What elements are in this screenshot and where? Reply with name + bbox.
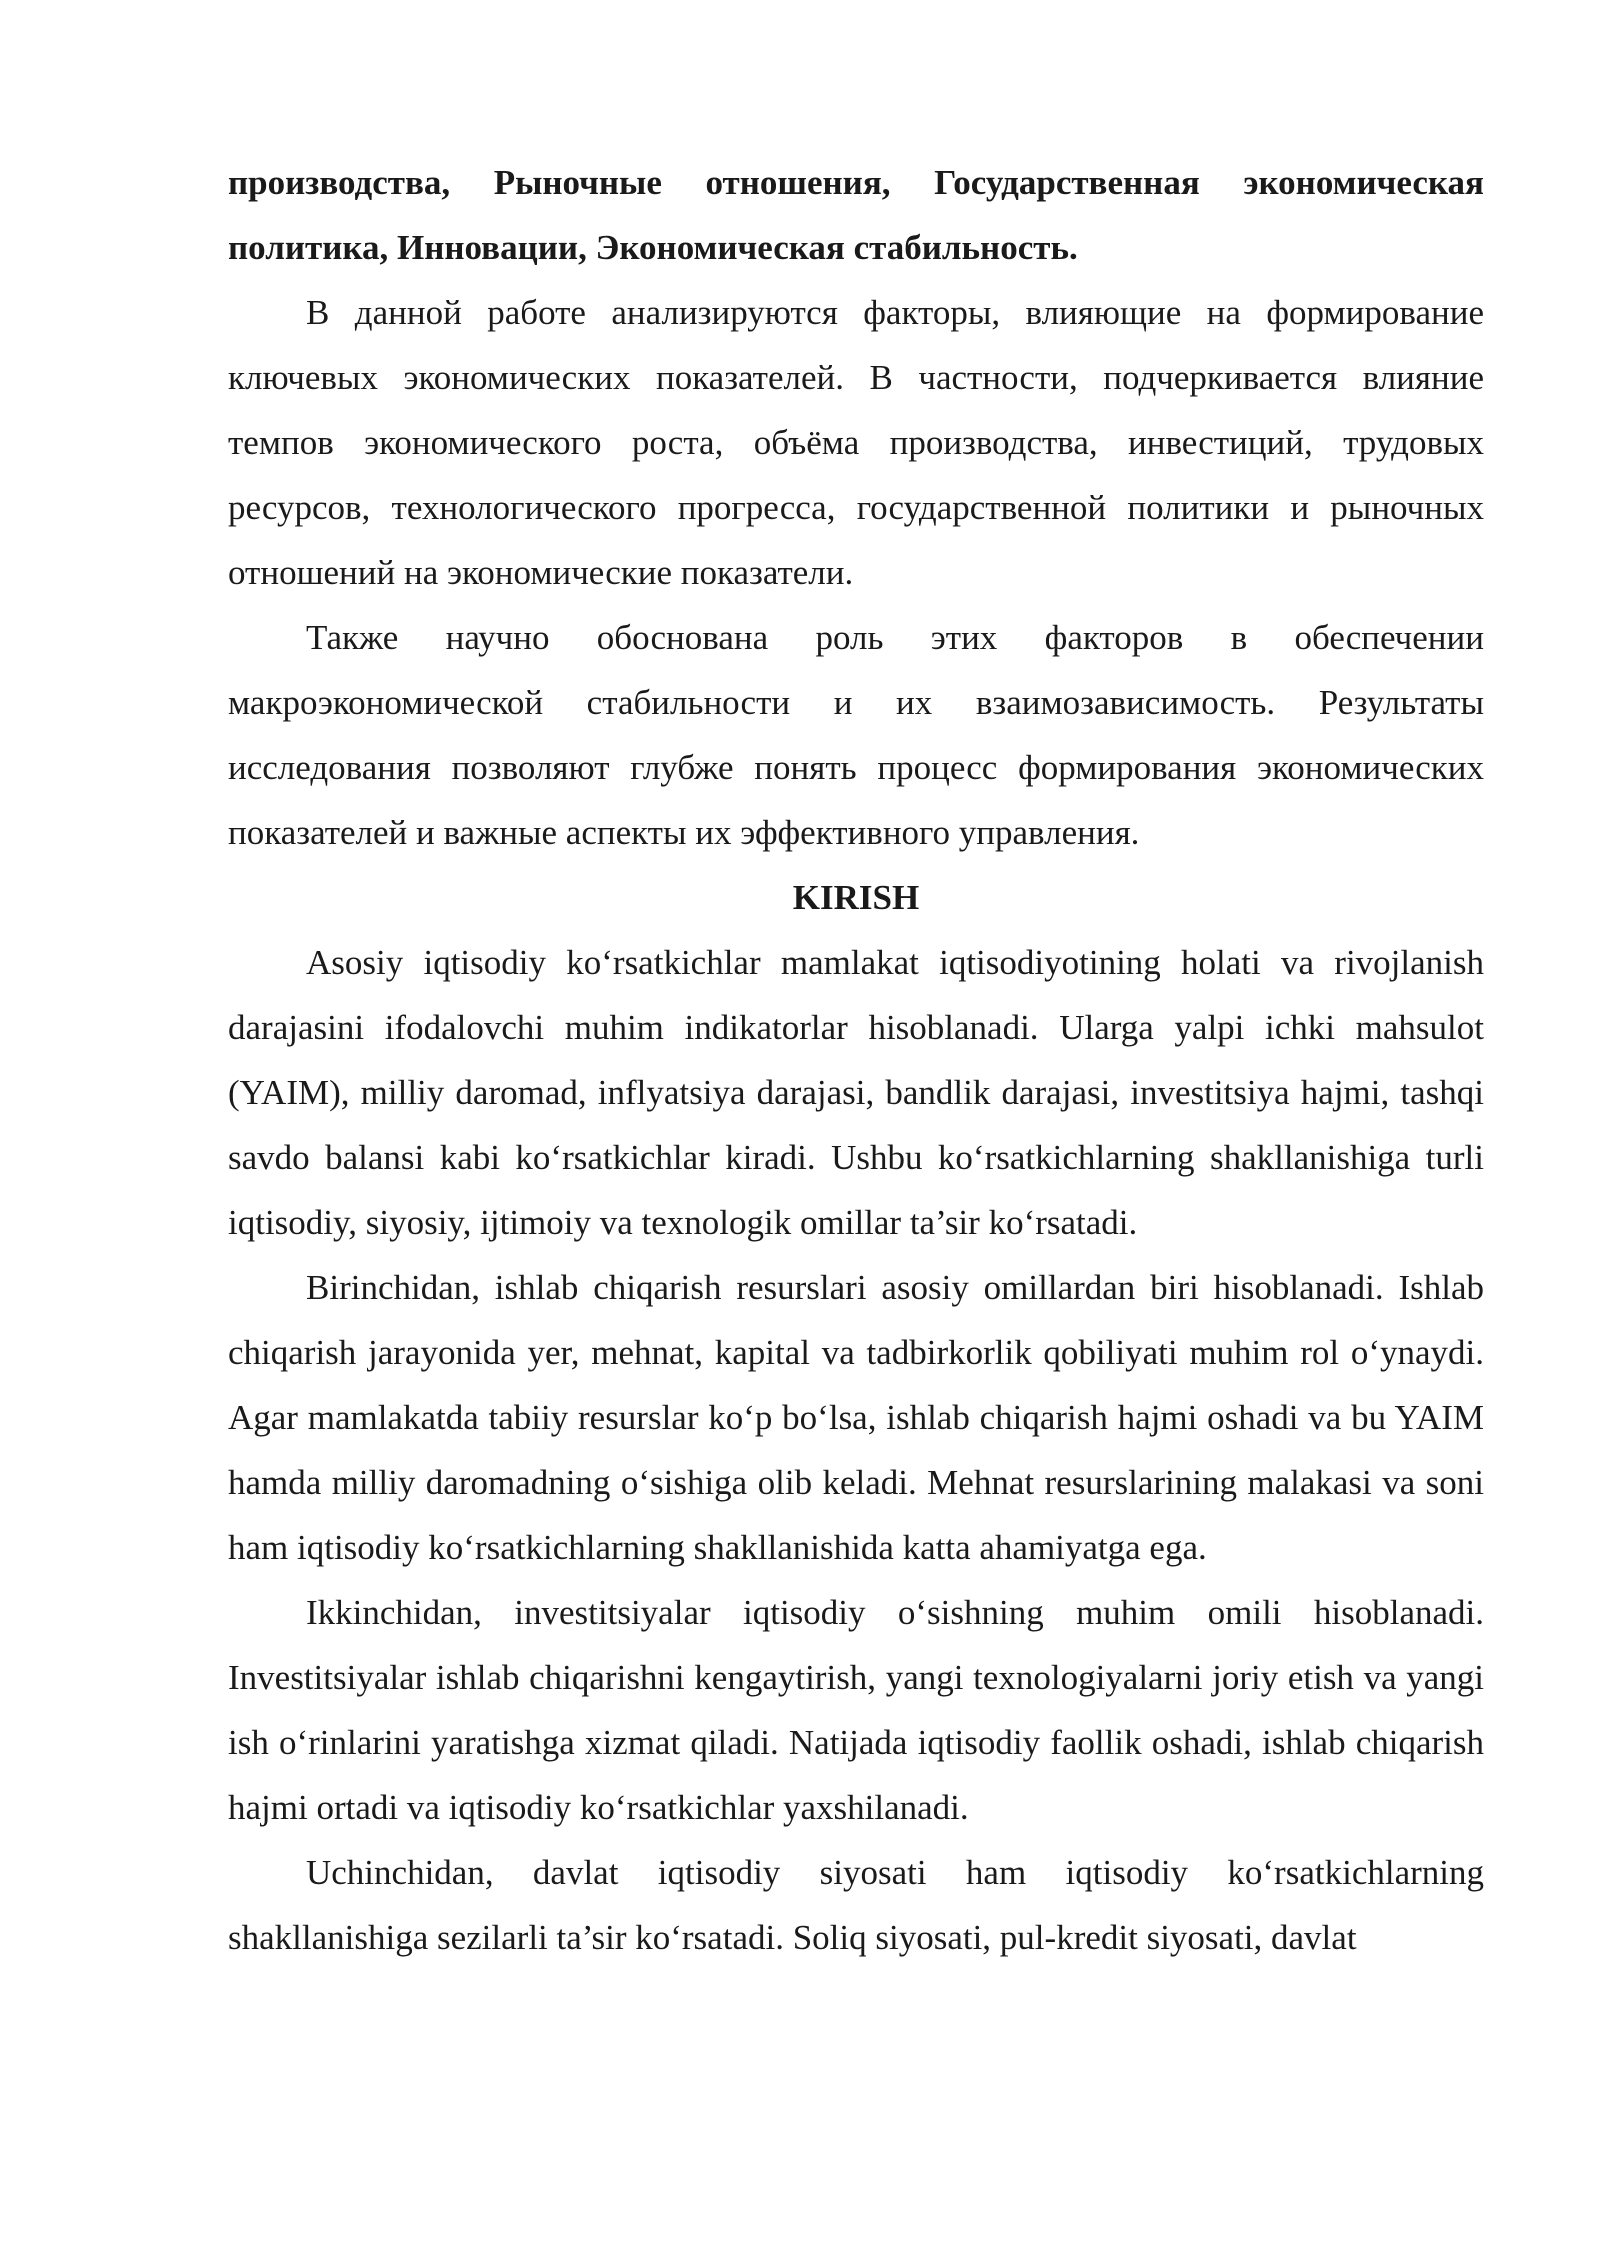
keywords-continuation: производства, Рыночные отношения, Государственная экономическая политика, Инновации, Экономическая стабильность.: [228, 163, 1484, 267]
document-body: [228, 150, 1484, 1970]
body-paragraph: Birinchidan, ishlab chiqarish resurslari asosiy omillardan biri hisoblanadi. Ishlab chiqarish jarayonida yer, mehnat, kapital va tadbirkorlik qobiliyati muhim rol o‘ynaydi. Agar mamlakatda tabiiy resurslar ko‘p bo‘lsa, ishlab chiqarish hajmi oshadi va bu YAIM hamda milliy daromadning o‘sishiga olib keladi. Mehnat resurslarining malakasi va soni ham iqtisodiy ko‘rsatkichlarning shakllanishida katta ahamiyatga ega.: [228, 1268, 1484, 1567]
body-paragraph: Ikkinchidan, investitsiyalar iqtisodiy o‘sishning muhim omili hisoblanadi. Investitsiyalar ishlab chiqarishni kengaytirish, yangi texnologiyalarni joriy etish va yangi ish o‘rinlarini yaratishga xizmat qiladi. Natijada iqtisodiy faollik oshadi, ishlab chiqarish hajmi ortadi va iqtisodiy ko‘rsatkichlar yaxshilanadi.: [228, 1593, 1484, 1827]
body-paragraph: Asosiy iqtisodiy ko‘rsatkichlar mamlakat iqtisodiyotining holati va rivojlanish darajasini ifodalovchi muhim indikatorlar hisoblanadi. Ularga yalpi ichki mahsulot (YAIM), milliy daromad, inflyatsiya darajasi, bandlik darajasi, investitsiya hajmi, tashqi savdo balansi kabi ko‘rsatkichlar kiradi. Ushbu ko‘rsatkichlarning shakllanishiga turli iqtisodiy, siyosiy, ijtimoiy va texnologik omillar ta’sir ko‘rsatadi.: [228, 943, 1484, 1242]
section-heading: KIRISH: [792, 878, 920, 917]
body-paragraph: Uchinchidan, davlat iqtisodiy siyosati ham iqtisodiy ko‘rsatkichlarning shakllanishiga sezilarli ta’sir ko‘rsatadi. Soliq siyosati, pul-kredit siyosati, davlat: [228, 1853, 1484, 1957]
abstract-paragraph: Также научно обоснована роль этих факторов в обеспечении макроэкономической стабильности и их взаимозависимость. Результаты исследования позволяют глубже понять процесс формирования экономических показателей и важные аспекты их эффективного управления.: [228, 618, 1484, 852]
abstract-paragraph: В данной работе анализируются факторы, влияющие на формирование ключевых экономических показателей. В частности, подчеркивается влияние темпов экономического роста, объёма производства, инвестиций, трудовых ресурсов, технологического прогресса, государственной политики и рыночных отношений на экономические показатели.: [228, 293, 1484, 592]
